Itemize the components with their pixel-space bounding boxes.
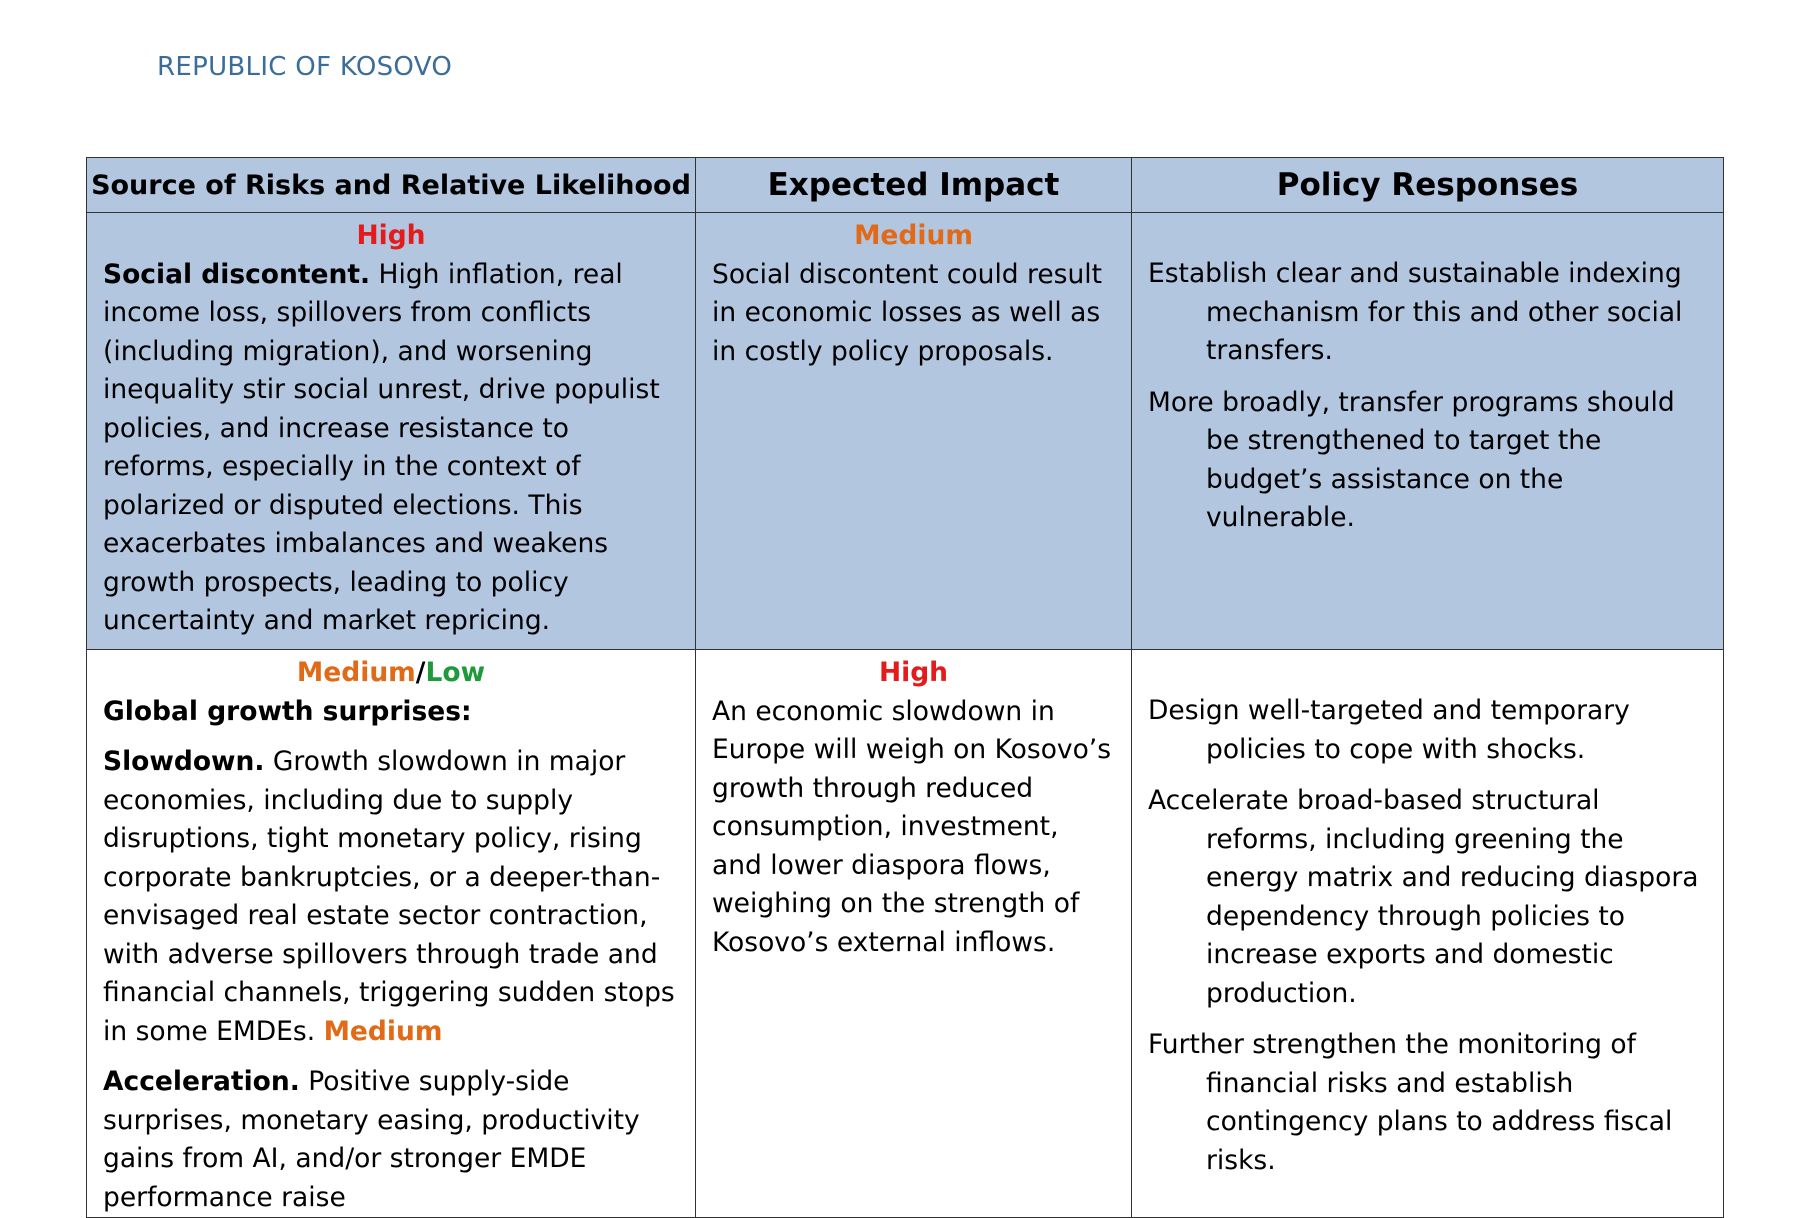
policy-response: Further strengthen the monitoring of financial risks and establish contingency plans to address fiscal risks. xyxy=(1148,1029,1673,1176)
likelihood-medium: Medium xyxy=(296,657,416,688)
impact-rating: High xyxy=(878,657,949,688)
table-row xyxy=(87,213,1724,650)
impact-rating: Medium xyxy=(854,220,973,251)
risk-description: High inflation, real income loss, spillovers from conflicts (including migration), and worsening inequality stir social unrest, drive populist policies, and increase resistance to reforms, especially in the context of polarized or disputed elections. This exacerbates imbalances and weakens growth prospects, leading to policy uncertainty and market repricing. xyxy=(103,258,660,636)
risk-title: Social discontent. xyxy=(103,258,371,290)
likelihood-rating: High xyxy=(356,220,426,251)
policy-response: Establish clear and sustainable indexing mechanism for this and other social transfers. xyxy=(1148,258,1683,366)
risk-title: Global growth surprises: xyxy=(103,695,472,727)
slowdown-paragraph xyxy=(103,743,679,1051)
acceleration-paragraph xyxy=(103,1063,679,1217)
source-cell xyxy=(87,213,696,650)
slowdown-description: Growth slowdown in major economies, including due to supply disruptions, tight monetary policy, rising corporate bankruptcies, or a deeper-than-envisaged real estate sector contraction, with adverse spillovers through trade and financial channels, triggering sudden stops in some EMDEs. xyxy=(103,746,675,1047)
impact-cell xyxy=(696,213,1132,650)
policy-response: More broadly, transfer programs should be strengthened to target the budget’s assistance on the vulnerable. xyxy=(1148,386,1675,533)
responses-cell xyxy=(1132,650,1724,1218)
impact-description: Social discontent could result in economic losses as well as in costly policy proposals. xyxy=(712,258,1103,367)
table-row xyxy=(87,650,1724,1218)
column-header-source: Source of Risks and Relative Likelihood xyxy=(87,158,696,213)
likelihood-low: Low xyxy=(425,657,486,688)
slowdown-title: Slowdown. xyxy=(103,746,265,777)
column-header-responses: Policy Responses xyxy=(1132,158,1724,213)
impact-description: An economic slowdown in Europe will weigh on Kosovo’s growth through reduced consumption, investment, and lower diaspora flows, weighing on the strength of Kosovo’s external inflows. xyxy=(712,695,1112,958)
likelihood-rating xyxy=(103,654,679,693)
acceleration-title: Acceleration. xyxy=(103,1066,300,1097)
column-header-impact: Expected Impact xyxy=(696,158,1132,213)
source-paragraph xyxy=(103,256,679,641)
policy-response: Design well-targeted and temporary policies to cope with shocks. xyxy=(1148,695,1630,765)
document-header: REPUBLIC OF KOSOVO xyxy=(157,52,453,82)
source-cell xyxy=(87,650,696,1218)
acceleration-description: Positive supply-side surprises, monetary easing, productivity gains from AI, and/or stronger EMDE performance raise xyxy=(103,1066,640,1213)
slowdown-rating: Medium xyxy=(323,1015,443,1047)
table-header-row xyxy=(87,158,1724,213)
impact-cell xyxy=(696,650,1132,1218)
risk-assessment-table xyxy=(86,157,1724,1218)
responses-cell xyxy=(1132,213,1724,650)
policy-response: Accelerate broad-based structural reforms, including greening the energy matrix and reducing diaspora dependency through policies to increase exports and domestic production. xyxy=(1148,785,1699,1009)
likelihood-separator: / xyxy=(415,657,426,688)
